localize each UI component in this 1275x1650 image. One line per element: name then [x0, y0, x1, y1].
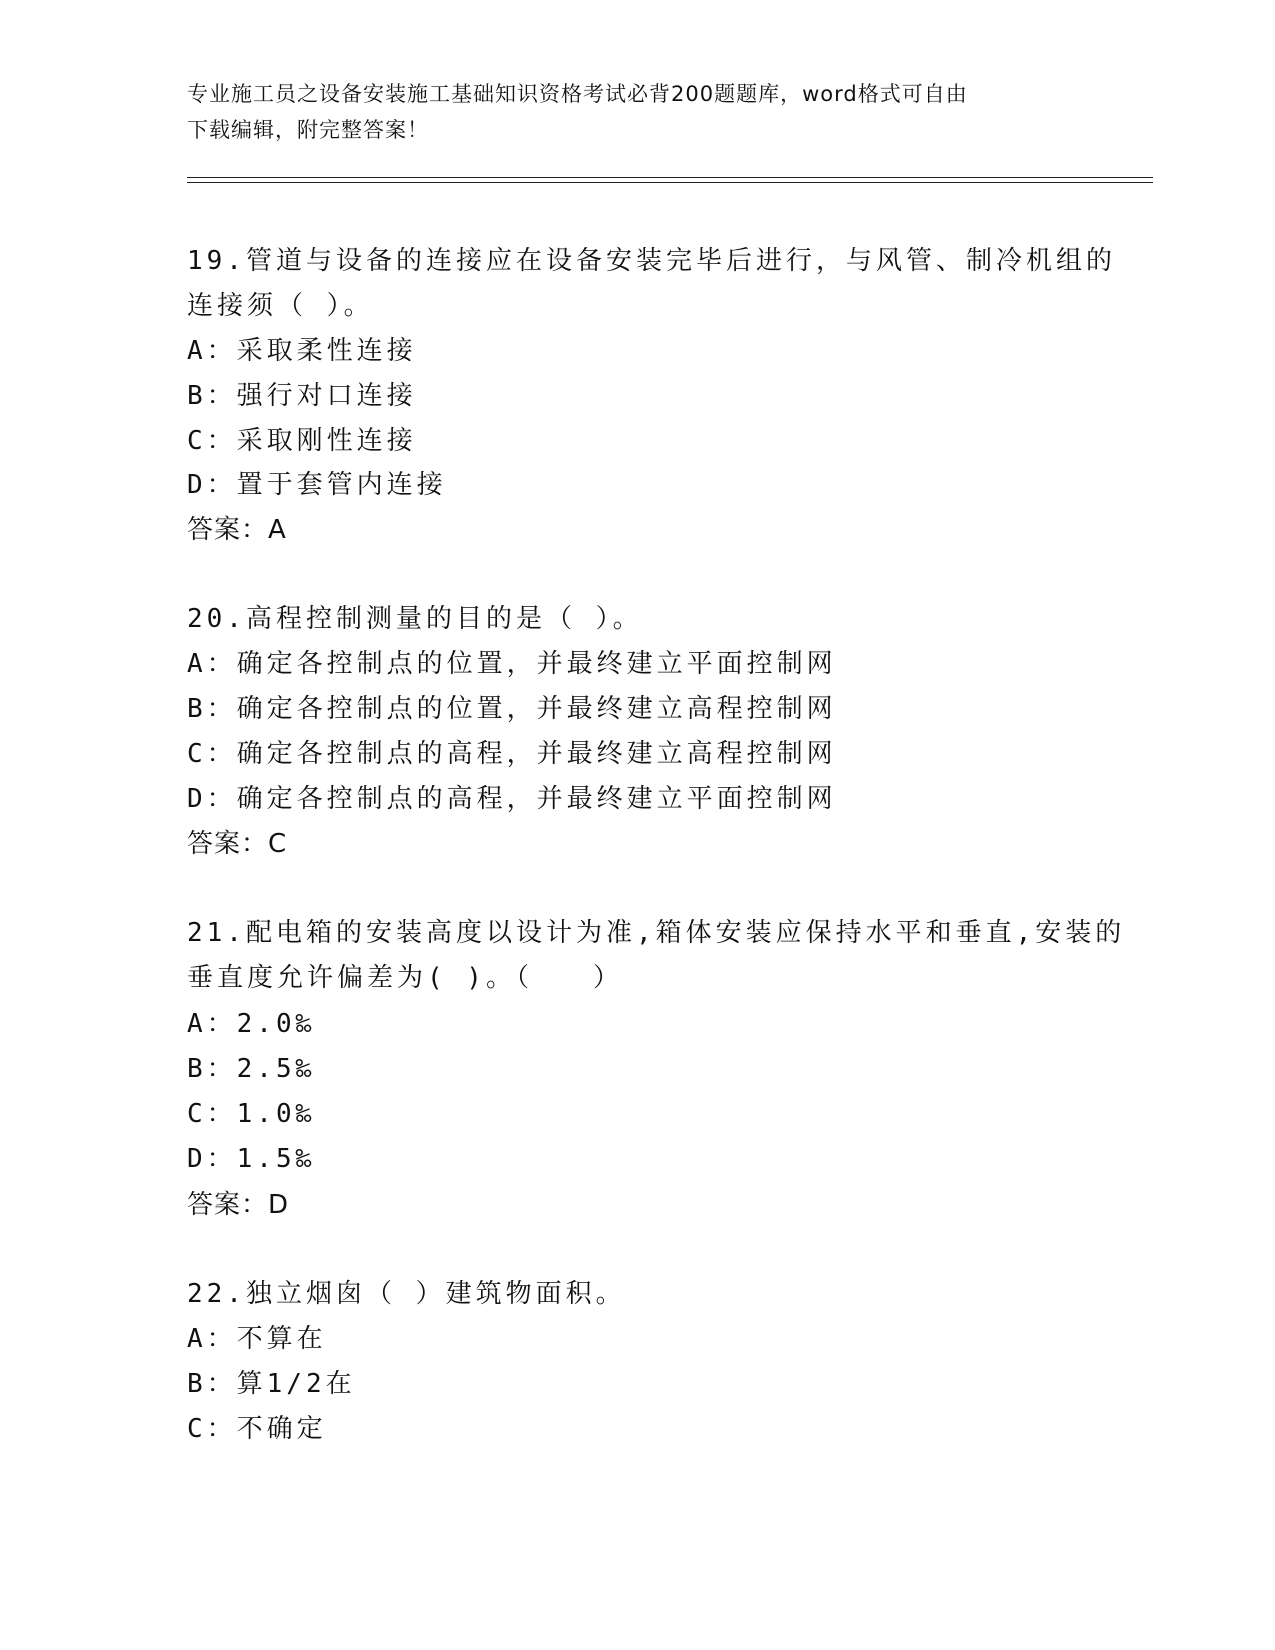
- question-22-option-c: C：不确定: [187, 1414, 327, 1444]
- question-22-stem-line-1: 22.独立烟囱（ ）建筑物面积。: [187, 1279, 626, 1309]
- question-21-stem-line-1: 21.配电箱的安装高度以设计为准,箱体安装应保持水平和垂直,安装的: [187, 918, 1126, 948]
- question-20-answer: 答案：C: [187, 829, 288, 859]
- question-21-stem-line-2: 垂直度允许偏差为( )。（ ）: [187, 963, 623, 993]
- question-20-option-c: C：确定各控制点的高程，并最终建立高程控制网: [187, 739, 837, 769]
- question-19-stem-line-1: 19.管道与设备的连接应在设备安装完毕后进行，与风管、制冷机组的: [187, 246, 1116, 276]
- document-header: [187, 76, 1087, 148]
- header-line-1: 专业施工员之设备安装施工基础知识资格考试必背200题题库，word格式可自由: [187, 82, 968, 106]
- question-21-option-d: D：1.5‰: [187, 1144, 316, 1174]
- question-20-stem-line-1: 20.高程控制测量的目的是（ ）。: [187, 604, 643, 634]
- question-19-option-a: A：采取柔性连接: [187, 336, 417, 366]
- question-19-option-b: B：强行对口连接: [187, 381, 417, 411]
- question-21-option-c: C：1.0‰: [187, 1099, 316, 1129]
- question-21-option-b: B：2.5‰: [187, 1054, 316, 1084]
- question-20-option-d: D：确定各控制点的高程，并最终建立平面控制网: [187, 784, 837, 814]
- header-rule-top: [187, 177, 1153, 178]
- header-rule-bottom: [187, 182, 1153, 183]
- question-19-answer: 答案：A: [187, 515, 287, 545]
- question-22-option-b: B：算1/2在: [187, 1369, 356, 1399]
- question-21-option-a: A：2.0‰: [187, 1009, 316, 1039]
- question-19-option-c: C：采取刚性连接: [187, 426, 417, 456]
- question-19-option-d: D：置于套管内连接: [187, 470, 447, 500]
- question-19-stem-line-2: 连接须（ ）。: [187, 291, 374, 321]
- question-20-option-b: B：确定各控制点的位置，并最终建立高程控制网: [187, 694, 837, 724]
- header-line-2: 下载编辑，附完整答案！: [187, 118, 429, 142]
- question-20-option-a: A：确定各控制点的位置，并最终建立平面控制网: [187, 649, 837, 679]
- question-21-answer: 答案：D: [187, 1190, 290, 1220]
- question-22-option-a: A：不算在: [187, 1324, 327, 1354]
